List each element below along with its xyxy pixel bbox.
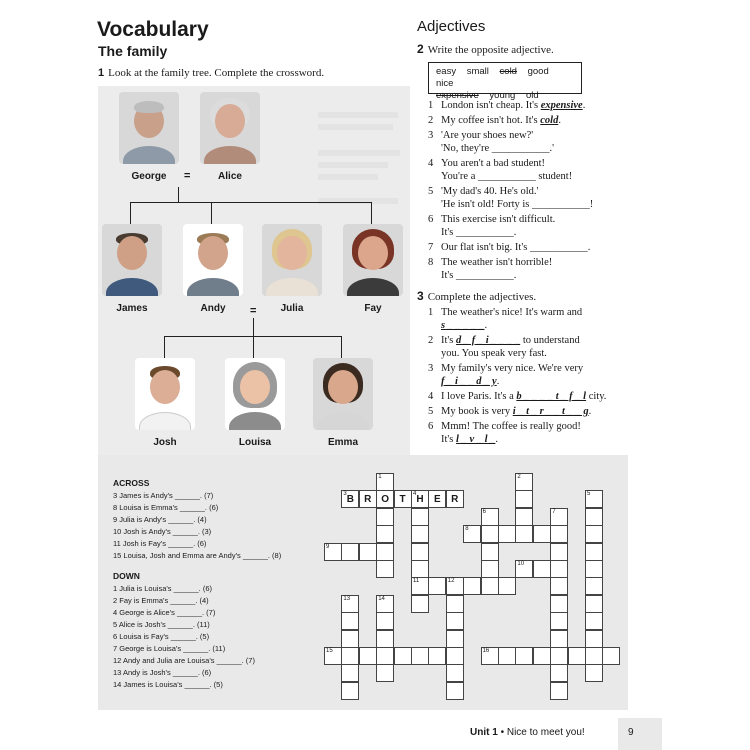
crossword-cell[interactable] [411, 543, 429, 561]
member-george [118, 92, 180, 182]
section-subtitle: The family [98, 43, 168, 59]
member-james [101, 224, 163, 314]
george-photo [119, 92, 179, 164]
josh-label: Josh [153, 437, 177, 448]
crossword-cell[interactable] [341, 630, 359, 648]
crossword-cell[interactable] [550, 560, 568, 578]
crossword-cell[interactable] [585, 630, 603, 648]
crossword-cell[interactable] [515, 490, 533, 508]
crossword-cell[interactable] [446, 647, 464, 665]
clue-number: 1 [378, 474, 382, 480]
fay-photo [343, 224, 403, 296]
crossword-cell[interactable] [324, 543, 342, 561]
crossword-clues [113, 477, 281, 691]
tree-line [341, 336, 342, 358]
crossword-cell[interactable] [550, 543, 568, 561]
crossword-cell[interactable] [515, 560, 533, 578]
crossword-cell[interactable] [550, 595, 568, 613]
clue-down: 5 Alice is Josh's ______. (11) [113, 620, 210, 629]
clue-number: 3 [343, 491, 347, 498]
crossword-cell[interactable] [481, 525, 499, 543]
crossword-cell[interactable] [515, 508, 533, 526]
answer-text[interactable]: f _ i _ _ d _ y [441, 376, 497, 387]
crossword-cell[interactable] [376, 473, 394, 491]
crossword-cell[interactable] [394, 490, 412, 508]
down-heading: DOWN [113, 571, 140, 581]
crossword-cell[interactable] [341, 664, 359, 682]
crossword-cell[interactable] [463, 577, 481, 595]
clue-across: 3 James is Andy's ______. (7) [113, 491, 214, 500]
member-julia [261, 224, 323, 314]
clue-number: 9 [326, 543, 330, 550]
crossword-cell[interactable] [550, 577, 568, 595]
crossword-cell[interactable] [411, 490, 429, 508]
crossword-cell[interactable] [550, 664, 568, 682]
crossword-cell[interactable] [376, 612, 394, 630]
example-letter: R [451, 493, 459, 505]
crossword-cell[interactable] [585, 664, 603, 682]
crossword-cell[interactable] [394, 647, 412, 665]
answer-blank[interactable]: You're a ___________ student! [441, 171, 573, 182]
clue-down: 1 Julia is Louisa's ______. (6) [113, 584, 212, 593]
crossword-cell[interactable] [550, 508, 568, 526]
crossword-cell[interactable] [411, 560, 429, 578]
clue-down: 6 Louisa is Fay's ______. (5) [113, 632, 210, 641]
example-letter: E [434, 493, 441, 505]
crossword-cell[interactable] [585, 612, 603, 630]
crossword-cell[interactable] [446, 630, 464, 648]
crossword-cell[interactable] [481, 508, 499, 526]
crossword-cell[interactable] [463, 525, 481, 543]
crossword-cell[interactable] [411, 508, 429, 526]
exercise-item: 1 The weather's nice! It's warm and s _ _ _ _ _. [428, 307, 583, 331]
crossword-cell[interactable] [515, 525, 533, 543]
member-andy [182, 224, 244, 314]
answer-text[interactable]: cold [540, 115, 559, 126]
answer-text[interactable]: i _ t _ r _ _ t _ _ g [512, 406, 589, 417]
crossword-cell[interactable] [585, 508, 603, 526]
james-label: James [116, 303, 148, 314]
crossword-cell[interactable] [428, 577, 446, 595]
page-title: Vocabulary [97, 18, 209, 41]
clue-number: 6 [482, 508, 486, 515]
clue-number: 5 [587, 491, 591, 498]
clue-down: 2 Fay is Emma's ______. (4) [113, 596, 209, 605]
crossword-cell[interactable] [376, 543, 394, 561]
exercise-2-list [428, 99, 628, 284]
example-letter: O [381, 493, 390, 505]
crossword-cell[interactable] [481, 560, 499, 578]
answer-blank[interactable]: Our flat isn't big. It's ___________. [441, 242, 591, 253]
clue-number: 12 [447, 578, 455, 585]
crossword-cell[interactable] [498, 577, 516, 595]
member-fay [342, 224, 404, 314]
crossword-cell[interactable] [585, 647, 603, 665]
crossword-cell[interactable] [341, 612, 359, 630]
julia-photo [262, 224, 322, 296]
crossword-cell[interactable] [533, 647, 551, 665]
crossword-cell[interactable] [550, 525, 568, 543]
example-letter: B [346, 493, 354, 505]
clue-down: 12 Andy and Julia are Louisa's ______. (7) [113, 656, 255, 665]
word: young [489, 90, 516, 101]
crossword-cell[interactable] [359, 543, 377, 561]
exercise-1-instruction: 1 Look at the family tree. Complete the crossword. [98, 67, 325, 79]
crossword-cell[interactable] [376, 647, 394, 665]
clue-across: 8 Louisa is Emma's ______. (6) [113, 503, 219, 512]
crossword-cell[interactable] [585, 543, 603, 561]
exercise-2-instruction: 2 Write the opposite adjective. [417, 42, 554, 56]
crossword-cell[interactable] [376, 664, 394, 682]
crossword-cell[interactable] [550, 630, 568, 648]
clue-number: 11 [413, 578, 420, 585]
crossword-cell[interactable] [550, 682, 568, 700]
clue-down: 14 James is Louisa's ______. (5) [113, 680, 223, 689]
louisa-photo [225, 358, 285, 430]
tree-line [130, 202, 372, 203]
exercise-item: 1 London isn't cheap. It's expensive. [428, 100, 586, 111]
crossword-cell[interactable] [446, 490, 464, 508]
answer-blank[interactable]: 'No, they're ___________.' [441, 143, 554, 154]
exercise-item: 8 The weather isn't horrible! It's ___________. [428, 256, 628, 282]
crossword-cell[interactable] [341, 490, 359, 508]
crossword-cell[interactable] [428, 490, 446, 508]
exercise-item: 4 I love Paris. It's a b _ _ _ _ t _ f _ l city. [428, 391, 607, 402]
clue-number: 14 [378, 595, 385, 602]
word: small [466, 66, 489, 77]
clue-number: 10 [517, 561, 525, 567]
crossword-cell[interactable] [359, 647, 377, 665]
example-letter: H [416, 493, 424, 505]
clue-number: 16 [482, 648, 490, 654]
crossword-cell[interactable] [533, 525, 551, 543]
tree-line [164, 336, 165, 358]
crossword-cell[interactable] [585, 560, 603, 578]
answer-blank[interactable]: It's ___________. [441, 270, 517, 281]
alice-label: Alice [218, 171, 242, 182]
crossword-cell[interactable] [376, 525, 394, 543]
crossword-cell[interactable] [411, 525, 429, 543]
clue-number: 15 [326, 648, 333, 654]
clue-number: 2 [517, 474, 521, 480]
word: old [525, 90, 539, 101]
member-alice [199, 92, 261, 182]
crossword-cell[interactable] [550, 647, 568, 665]
unit-footer: Unit 1 • Nice to meet you! [470, 727, 585, 738]
emma-photo [313, 358, 373, 430]
fay-label: Fay [364, 303, 382, 314]
answer-text[interactable]: b _ _ _ _ t _ f _ l [516, 391, 587, 402]
clue-across: 15 Louisa, Josh and Emma are Andy's ______. (8) [113, 551, 282, 560]
crossword-cell[interactable] [585, 525, 603, 543]
crossword-cell[interactable] [446, 682, 464, 700]
tree-line [371, 202, 372, 224]
exercise-item: 3 My family's very nice. We're very f _ i _ _ d _ y. [428, 363, 584, 387]
crossword-cell[interactable] [585, 490, 603, 508]
crossword-cell[interactable] [341, 543, 359, 561]
josh-photo [135, 358, 195, 430]
across-heading: ACROSS [113, 478, 150, 488]
exercise-item: 5 My book is very i _ t _ r _ _ t _ _ g. [428, 406, 592, 417]
clue-across: 11 Josh is Fay's ______. (6) [113, 539, 207, 548]
crossword-cell[interactable] [446, 595, 464, 613]
crossword-cell[interactable] [376, 490, 394, 508]
word: easy [436, 66, 457, 77]
crossword-cell[interactable] [376, 595, 394, 613]
exercise-3-instruction: 3 Complete the adjectives. [417, 289, 537, 303]
crossword-cell[interactable] [515, 473, 533, 491]
exercise-3-list [428, 306, 638, 448]
marriage-sign: = [184, 170, 191, 182]
crossword-cell[interactable] [498, 525, 516, 543]
member-emma [312, 358, 374, 448]
andy-photo [183, 224, 243, 296]
exercise-item: 3 'Are your shoes new?' 'No, they're ___________.' [428, 129, 628, 155]
julia-label: Julia [280, 303, 304, 314]
crossword-cell[interactable] [376, 560, 394, 578]
example-letter: T [399, 493, 406, 505]
crossword-cell[interactable] [515, 647, 533, 665]
exercise-item: 2 My coffee isn't hot. It's cold. [428, 115, 561, 126]
clue-number: 4 [413, 491, 417, 498]
answer-text[interactable]: l _ v _ l _ [456, 434, 496, 445]
crossword-cell[interactable] [550, 612, 568, 630]
andy-label: Andy [200, 303, 226, 314]
crossword-cell[interactable] [446, 664, 464, 682]
tree-line [130, 202, 131, 224]
george-label: George [131, 171, 167, 182]
crossword-cell[interactable] [585, 577, 603, 595]
crossword-cell[interactable] [411, 647, 429, 665]
exercise-item: 2 It's d _ f _ i _ _ _ _ to understand you. You speak very fast. [428, 335, 580, 359]
clue-number: 8 [465, 526, 469, 533]
word-used: cold [499, 66, 517, 77]
clue-across: 9 Julia is Andy's ______. (4) [113, 515, 207, 524]
word-used: expensive [436, 90, 479, 101]
exercise-item: 6 Mmm! The coffee is really good! It's l _ v _ l _. [428, 421, 581, 445]
example-letter: R [364, 493, 372, 505]
word: good [527, 66, 549, 77]
louisa-label: Louisa [238, 437, 272, 448]
crossword-cell[interactable] [428, 647, 446, 665]
crossword-cell[interactable] [411, 595, 429, 613]
tree-line [253, 336, 254, 358]
exercise-item: 6 This exercise isn't difficult. It's ___________. [428, 213, 628, 239]
word: nice [436, 78, 454, 89]
tree-line [178, 187, 179, 202]
crossword-cell[interactable] [568, 647, 586, 665]
crossword-cell[interactable] [446, 577, 464, 595]
crossword-cell[interactable] [341, 647, 359, 665]
clue-number: 13 [343, 595, 351, 602]
crossword-cell[interactable] [446, 612, 464, 630]
crossword-cell[interactable] [481, 543, 499, 561]
clue-number: 7 [552, 508, 556, 515]
james-photo [102, 224, 162, 296]
answer-text[interactable]: s _ _ _ _ _ [441, 320, 485, 331]
page-number: 9 [628, 727, 634, 738]
word-box [428, 62, 582, 101]
answer-text[interactable]: d _ f _ i _ _ _ _ [456, 335, 521, 346]
clue-down: 4 George is Alice's ______. (7) [113, 608, 216, 617]
answer-blank[interactable]: It's ___________. [441, 227, 517, 238]
tree-line [253, 318, 254, 336]
crossword-cell[interactable] [341, 595, 359, 613]
crossword-cell[interactable] [533, 560, 551, 578]
crossword-cell[interactable] [602, 647, 620, 665]
clue-across: 10 Josh is Andy's ______. (3) [113, 527, 212, 536]
emma-label: Emma [327, 437, 358, 448]
crossword-cell[interactable] [481, 647, 499, 665]
crossword-cell[interactable] [324, 647, 342, 665]
crossword-cell[interactable] [376, 630, 394, 648]
answer-text[interactable]: expensive [540, 100, 583, 111]
alice-photo [200, 92, 260, 164]
member-louisa [224, 358, 286, 448]
exercise-item: 4 You aren't a bad student! You're a ___________ student! [428, 157, 628, 183]
crossword-cell[interactable] [359, 490, 377, 508]
exercise-item: 7 Our flat isn't big. It's ___________. [428, 241, 628, 254]
crossword-cell[interactable] [376, 508, 394, 526]
crossword-cell[interactable] [411, 577, 429, 595]
exercise-item: 5 'My dad's 40. He's old.' 'He isn't old! Forty is ___________! [428, 185, 628, 211]
answer-blank[interactable]: 'He isn't old! Forty is ___________! [441, 199, 594, 210]
member-josh [134, 358, 196, 448]
adjectives-title: Adjectives [417, 18, 486, 35]
crossword-cell[interactable] [341, 682, 359, 700]
clue-down: 13 Andy is Josh's ______. (6) [113, 668, 212, 677]
crossword-cell[interactable] [498, 647, 516, 665]
tree-line [211, 202, 212, 224]
crossword-cell[interactable] [585, 595, 603, 613]
crossword-cell[interactable] [481, 577, 499, 595]
page-number-tab [618, 718, 662, 750]
marriage-sign: = [250, 305, 257, 317]
clue-down: 7 George is Louisa's ______. (11) [113, 644, 226, 653]
